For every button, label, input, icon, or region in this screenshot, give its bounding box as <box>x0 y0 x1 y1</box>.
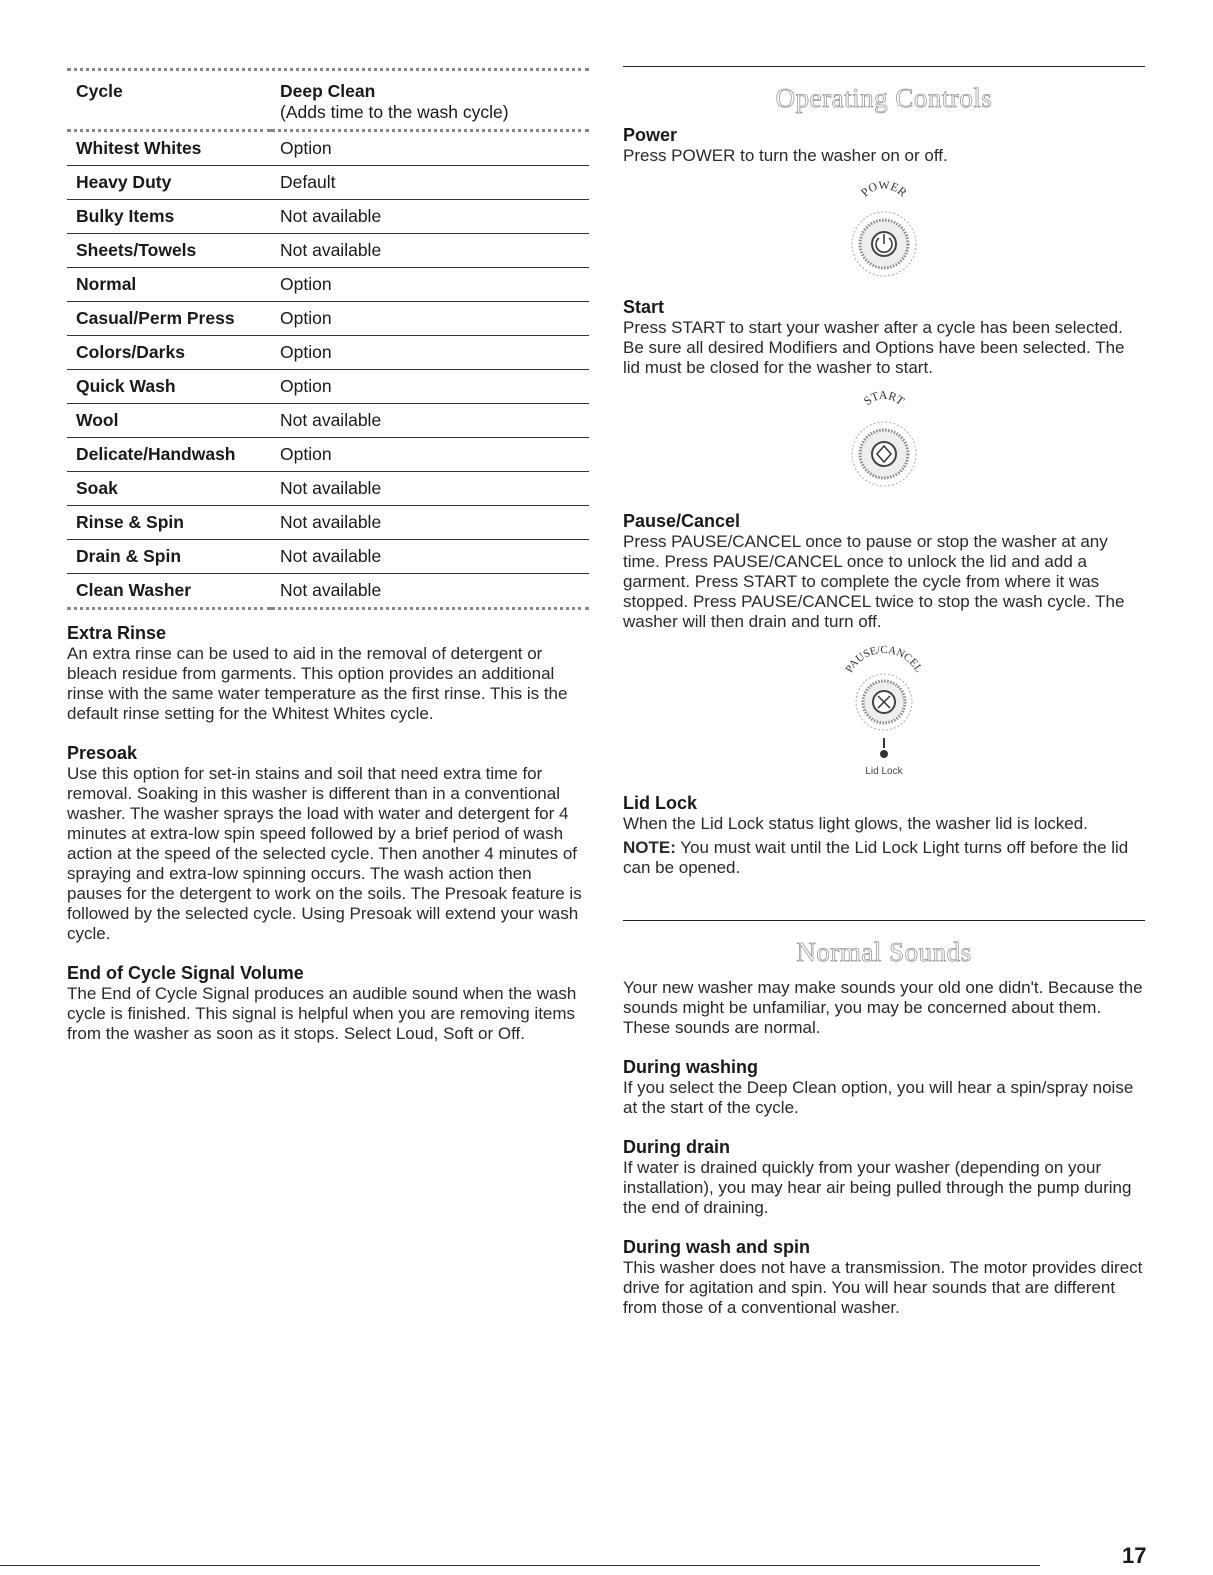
pause-section <box>623 510 1145 632</box>
table-row <box>67 131 589 166</box>
power-button-icon <box>819 172 949 292</box>
bottom-rule <box>0 1565 1040 1566</box>
table-row <box>67 404 589 438</box>
presoak-body: Use this option for set-in stains and soil that need extra time for removal. Soaking in this washer is different than in a conventional washer. The washer sprays the load with water and detergent for 4 minutes at extra-low spin speed followed by a brief period of wash action at the speed of the selected cycle. Then another 4 minutes of spraying and extra-low spinning occurs. The wash action then pauses for the detergent to work on the soils. The Presoak feature is followed by the selected cycle. Using Presoak will extend your wash cycle. <box>67 764 582 943</box>
row-cycle: Quick Wash <box>67 370 271 404</box>
start-icon-wrap <box>623 384 1145 504</box>
table-row <box>67 370 589 404</box>
table-subheader-row <box>67 102 589 131</box>
pause-icon-wrap <box>623 642 1145 792</box>
row-value: Not available <box>271 574 589 609</box>
pause-cancel-button-icon <box>809 642 959 792</box>
right-column <box>623 66 1145 1318</box>
table-header-row <box>67 71 589 102</box>
table-row <box>67 200 589 234</box>
normal-sounds-title: Normal Sounds <box>796 937 972 967</box>
row-cycle: Heavy Duty <box>67 166 271 200</box>
row-cycle: Drain & Spin <box>67 540 271 574</box>
during-wash-spin-section <box>623 1236 1145 1318</box>
pause-heading: Pause/Cancel <box>623 511 741 531</box>
row-value: Not available <box>271 506 589 540</box>
row-cycle: Clean Washer <box>67 574 271 609</box>
table-row <box>67 234 589 268</box>
power-icon-wrap <box>623 172 1145 292</box>
svg-text:POWER <box>858 178 910 200</box>
cycle-options-table <box>67 71 589 610</box>
during-drain-body: If water is drained quickly from your washer (depending on your installation), you may hear air being pulled through the pump during the end of draining. <box>623 1158 1132 1217</box>
table-row <box>67 166 589 200</box>
header-option: Deep Clean <box>280 81 376 101</box>
start-heading: Start <box>623 297 665 317</box>
table-row <box>67 540 589 574</box>
operating-top-rule <box>623 66 1145 67</box>
table-row <box>67 336 589 370</box>
sounds-top-rule <box>623 920 1145 921</box>
power-body: Press POWER to turn the washer on or off. <box>623 146 948 165</box>
row-cycle: Wool <box>67 404 271 438</box>
pause-body: Press PAUSE/CANCEL once to pause or stop the washer at any time. Press PAUSE/CANCEL once to unlock the lid and add a garment. Press START to complete the cycle from where it was stopped. Press PAUSE/CANCEL twice to stop the wash cycle. The washer will then drain and turn off. <box>623 532 1125 631</box>
pause-icon-label: PAUSE/CANCEL <box>843 643 925 675</box>
lid-lock-section <box>623 792 1145 878</box>
row-value: Option <box>271 268 589 302</box>
row-value: Option <box>271 370 589 404</box>
extra-rinse-body: An extra rinse can be used to aid in the removal of detergent or bleach residue from garments. This option provides an additional rinse with the same water temperature as the first rinse. This is the default rinse setting for the Whitest Whites cycle. <box>67 644 568 723</box>
lid-lock-note <box>623 838 1145 878</box>
sounds-intro: Your new washer may make sounds your old one didn't. Because the sounds might be unfamiliar, you may be concerned about them. These sounds are normal. <box>623 978 1143 1037</box>
table-row <box>67 438 589 472</box>
during-wash-spin-body: This washer does not have a transmission. The motor provides direct drive for agitation and spin. You will hear sounds that are different from those of a conventional washer. <box>623 1258 1143 1317</box>
extra-rinse-section <box>67 622 589 724</box>
during-drain-section <box>623 1136 1145 1218</box>
note-label: NOTE: <box>623 838 676 857</box>
row-value: Not available <box>271 200 589 234</box>
start-icon-label: START <box>860 387 908 409</box>
end-signal-body: The End of Cycle Signal produces an audible sound when the wash cycle is finished. This signal is helpful when you are removing items from the washer as soon as it stops. Select Loud, Soft or Off. <box>67 984 577 1043</box>
row-cycle: Delicate/Handwash <box>67 438 271 472</box>
presoak-section <box>67 742 589 944</box>
table-row <box>67 506 589 540</box>
start-button-icon <box>819 384 949 504</box>
start-section <box>623 296 1145 378</box>
row-cycle: Soak <box>67 472 271 506</box>
table-row <box>67 302 589 336</box>
during-washing-section <box>623 1056 1145 1118</box>
row-cycle: Whitest Whites <box>67 131 271 166</box>
row-cycle: Colors/Darks <box>67 336 271 370</box>
table-row <box>67 472 589 506</box>
row-value: Default <box>271 166 589 200</box>
row-value: Not available <box>271 540 589 574</box>
extra-rinse-heading: Extra Rinse <box>67 623 167 643</box>
row-value: Not available <box>271 472 589 506</box>
start-body: Press START to start your washer after a cycle has been selected. Be sure all desired Modifiers and Options have been selected. The lid must be closed for the washer to start. <box>623 318 1125 377</box>
svg-text:PAUSE/CANCEL <box>843 644 924 675</box>
row-cycle: Normal <box>67 268 271 302</box>
left-column <box>67 68 589 1044</box>
row-value: Option <box>271 336 589 370</box>
presoak-heading: Presoak <box>67 743 138 763</box>
row-cycle: Rinse & Spin <box>67 506 271 540</box>
table-row <box>67 574 589 609</box>
table-row <box>67 268 589 302</box>
during-wash-spin-heading: During wash and spin <box>623 1237 811 1257</box>
row-cycle: Bulky Items <box>67 200 271 234</box>
row-value: Option <box>271 438 589 472</box>
power-icon-label: POWER <box>857 178 910 200</box>
note-body: You must wait until the Lid Lock Light turns off before the lid can be opened. <box>623 838 1129 877</box>
header-sub: (Adds time to the wash cycle) <box>271 102 589 131</box>
lid-lock-heading: Lid Lock <box>623 793 698 813</box>
operating-controls-title: Operating Controls <box>775 83 993 113</box>
during-washing-body: If you select the Deep Clean option, you will hear a spin/spray noise at the start of the cycle. <box>623 1078 1134 1117</box>
end-signal-section <box>67 962 589 1044</box>
lid-lock-icon-label: Lid Lock <box>865 766 903 777</box>
lid-lock-body: When the Lid Lock status light glows, the washer lid is locked. <box>623 814 1088 833</box>
svg-text:START <box>861 388 908 409</box>
row-value: Option <box>271 302 589 336</box>
power-section <box>623 124 1145 166</box>
row-cycle: Sheets/Towels <box>67 234 271 268</box>
during-drain-heading: During drain <box>623 1137 730 1157</box>
during-washing-heading: During washing <box>623 1057 758 1077</box>
power-heading: Power <box>623 125 678 145</box>
row-value: Not available <box>271 404 589 438</box>
row-cycle: Casual/Perm Press <box>67 302 271 336</box>
page-number: 17 <box>1122 1543 1147 1568</box>
header-cycle: Cycle <box>76 81 123 101</box>
row-value: Option <box>271 131 589 166</box>
end-signal-heading: End of Cycle Signal Volume <box>67 963 304 983</box>
row-value: Not available <box>271 234 589 268</box>
